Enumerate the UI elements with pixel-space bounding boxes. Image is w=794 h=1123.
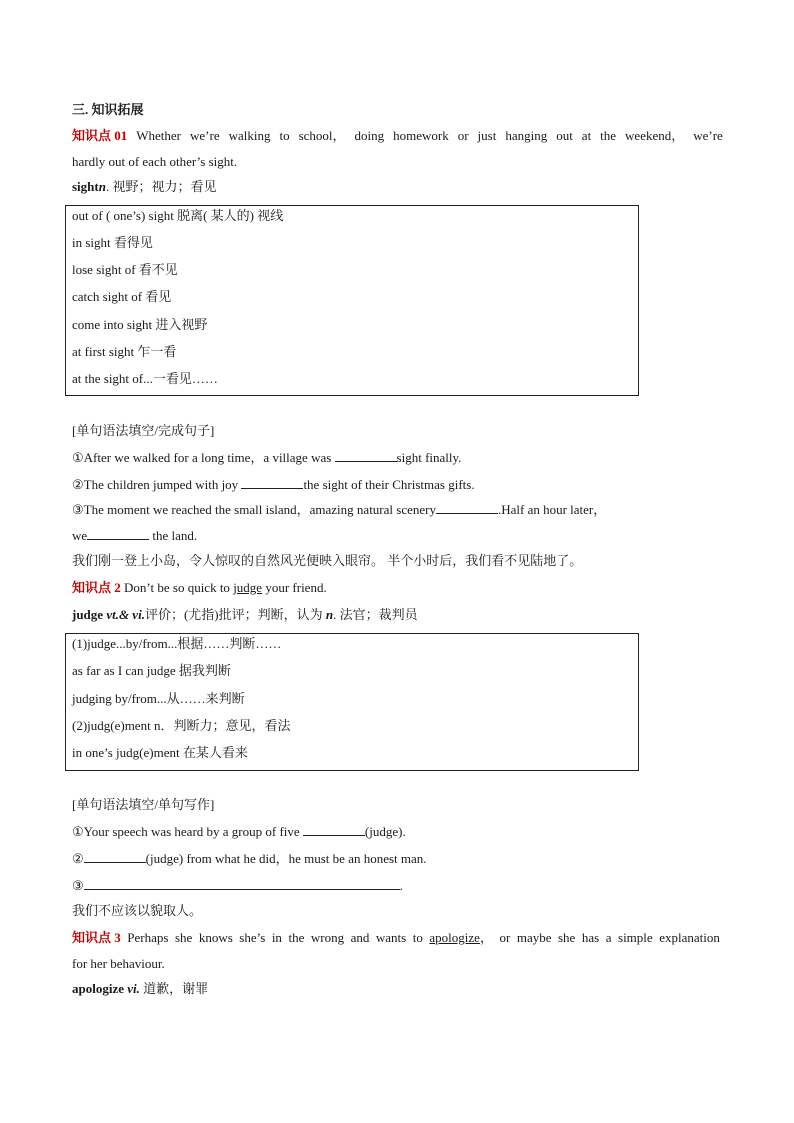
kp1-exercise-3 — [72, 500, 606, 519]
kp1-exercise-1 — [72, 448, 461, 467]
phrase-item: judging by/from...从……来判断 — [72, 691, 245, 706]
sentence-word: she — [558, 930, 576, 945]
sentence-word: wrong — [310, 930, 345, 945]
sentence-word: to — [279, 128, 290, 143]
sentence-word: maybe — [516, 930, 552, 945]
kp2-exercise-1 — [72, 822, 406, 841]
kp2-exercise-title: [单句语法填空/单句写作] — [72, 797, 215, 812]
kp1-exercise-3-line2 — [72, 526, 197, 545]
kp2-meaning: 评价；(尤指)批评；判断，认为 — [144, 607, 326, 622]
sentence-word: she — [174, 930, 193, 945]
phrase-item: at the sight of...一看见…… — [72, 371, 218, 386]
kp2-label: 知识点 2 — [72, 580, 121, 595]
exercise-text: sight finally. — [396, 450, 462, 465]
kp1-phrase-box — [65, 205, 639, 396]
kp1-exercise-title: [单句语法填空/完成句子] — [72, 423, 215, 438]
phrase-item: at first sight 乍一看 — [72, 344, 177, 359]
exercise-number: ② — [72, 477, 84, 492]
exercise-number: ③ — [72, 502, 84, 517]
kp2-pos2: n — [325, 607, 334, 622]
kp1-sentence-line2: hardly out of each other’s sight. — [72, 154, 238, 169]
key-word: judge — [233, 580, 263, 595]
answer-blank[interactable] — [436, 500, 498, 514]
kp1-exercise-2 — [72, 475, 475, 494]
sentence-word: a — [605, 930, 612, 945]
sentence-word: simple — [618, 930, 653, 945]
sentence-word: or — [499, 930, 511, 945]
exercise-text: The moment we reached the small island，amazing natural scenery — [83, 502, 436, 517]
sentence-word: the — [288, 930, 305, 945]
kp2-sentence — [72, 579, 327, 597]
phrase-item: in sight 看得见 — [72, 235, 153, 250]
kp2-exercise-3 — [72, 876, 403, 895]
phrase-item: (2)judg(e)ment n．判断力；意见，看法 — [72, 718, 291, 733]
sentence-word: she’s — [239, 930, 266, 945]
kp1-meaning: . 视野；视力；看见 — [105, 179, 217, 194]
kp3-word-entry — [72, 980, 208, 998]
sentence-text: Don’t be so quick to — [120, 580, 234, 595]
kp3-sentence-words — [72, 929, 720, 947]
phrase-item: as far as I can judge 据我判断 — [72, 663, 231, 678]
exercise-text: the land. — [149, 528, 198, 543]
exercise-text: Your speech was heard by a group of five — [83, 824, 303, 839]
kp2-meaning2: . 法官；裁判员 — [333, 607, 418, 622]
sentence-word: out — [556, 128, 573, 143]
sentence-word: and — [350, 930, 370, 945]
kp2-word-entry — [72, 606, 418, 624]
phrase-item: come into sight 进入视野 — [72, 317, 208, 332]
kp2-pos: vt.& vi. — [106, 607, 145, 622]
exercise-text: the sight of their Christmas gifts. — [303, 477, 475, 492]
sentence-text: your friend. — [262, 580, 327, 595]
sentence-word: weekend， — [625, 128, 685, 143]
sentence-word: wants — [375, 930, 407, 945]
kp1-sentence-line1 — [72, 127, 723, 145]
kp3-pos: vi. — [127, 981, 140, 996]
exercise-text: we — [72, 528, 88, 543]
answer-blank[interactable] — [84, 849, 146, 863]
answer-blank[interactable] — [87, 526, 149, 540]
sentence-word: school， — [298, 128, 346, 143]
sentence-word: Whether — [136, 128, 182, 143]
kp2-word: judge — [72, 607, 104, 622]
kp2-exercise-3-translation: 我们不应该以貌取人。 — [72, 903, 203, 918]
sentence-word: or — [457, 128, 469, 143]
section-title: 三. 知识拓展 — [72, 102, 144, 117]
exercise-text: After we walked for a long time，a village was — [83, 450, 335, 465]
sentence-word: explanation — [659, 930, 720, 945]
kp1-exercise-3-translation: 我们刚一登上小岛，令人惊叹的自然风光便映入眼帘。 半个小时后，我们看不见陆地了。 — [72, 553, 583, 568]
kp3-meaning: 道歉，谢罪 — [139, 981, 209, 996]
answer-blank[interactable] — [303, 822, 365, 836]
sentence-word: hanging — [505, 128, 548, 143]
sentence-word: the — [600, 128, 617, 143]
sentence-word: to — [412, 930, 423, 945]
kp3-word: apologize — [72, 981, 124, 996]
sentence-word: at — [581, 128, 592, 143]
answer-blank[interactable] — [241, 475, 303, 489]
exercise-number: ① — [72, 450, 84, 465]
exercise-number: ① — [72, 824, 84, 839]
exercise-text: .Half an hour later， — [497, 502, 607, 517]
kp1-word: sight — [72, 179, 99, 194]
sentence-word — [429, 929, 493, 947]
kp1-label: 知识点 01 — [72, 128, 128, 143]
kp1-sentence-words — [72, 127, 723, 145]
exercise-text: . — [399, 878, 403, 893]
key-word: apologize — [429, 930, 480, 945]
answer-blank[interactable] — [84, 876, 400, 890]
sentence-word: has — [581, 930, 600, 945]
phrase-item: catch sight of 看见 — [72, 289, 172, 304]
sentence-word: knows — [198, 930, 233, 945]
exercise-text: The children jumped with joy — [83, 477, 242, 492]
kp2-exercise-2 — [72, 849, 427, 868]
kp3-sentence-line2: for her behaviour. — [72, 956, 165, 971]
exercise-number: ② — [72, 851, 84, 866]
exercise-text: (judge). — [364, 824, 406, 839]
sentence-word: in — [271, 930, 282, 945]
kp1-pos: n — [98, 179, 106, 194]
phrase-item: lose sight of 看不见 — [72, 262, 178, 277]
exercise-text: (judge) from what he did，he must be an honest man. — [145, 851, 427, 866]
kp3-label: 知识点 3 — [72, 930, 121, 945]
sentence-word: Perhaps — [127, 930, 169, 945]
kp3-sentence-line1 — [72, 929, 720, 947]
kp1-word-entry — [72, 178, 216, 196]
sentence-word: we’re — [190, 128, 220, 143]
phrase-item: in one’s judg(e)ment 在某人看来 — [72, 745, 248, 760]
phrase-item: out of ( one’s) sight 脱离( 某人的) 视线 — [72, 208, 284, 223]
punctuation: ， — [479, 930, 493, 945]
sentence-word: homework — [393, 128, 449, 143]
phrase-item: (1)judge...by/from...根据……判断…… — [72, 636, 282, 651]
sentence-word: doing — [354, 128, 385, 143]
exercise-number: ③ — [72, 878, 84, 893]
kp2-phrase-box — [65, 633, 639, 771]
sentence-word: we’re — [693, 128, 723, 143]
sentence-word: just — [477, 128, 497, 143]
sentence-word: walking — [228, 128, 271, 143]
answer-blank[interactable] — [335, 448, 397, 462]
